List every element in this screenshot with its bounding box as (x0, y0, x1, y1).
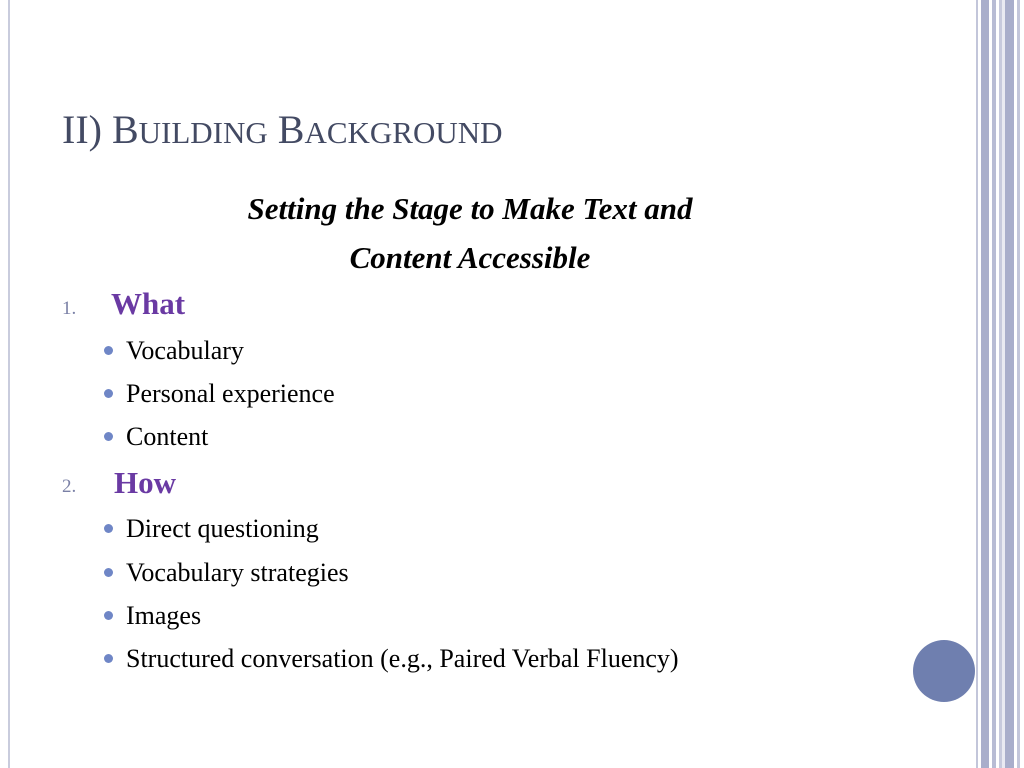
list-item (104, 335, 244, 367)
bullet-dot-icon (104, 432, 113, 441)
subtitle-line-1: Setting the Stage to Make Text and (247, 191, 693, 226)
left-border-line (8, 0, 10, 768)
bullet-dot-icon (104, 611, 113, 620)
section-heading-how: How (114, 465, 176, 500)
list-item (104, 557, 349, 589)
subtitle-line-2: Content Accessible (349, 240, 591, 275)
decorative-stripe (992, 0, 996, 768)
title-part: ACKGROUND (304, 115, 503, 150)
section-heading-what: What (111, 286, 186, 321)
slide-title (62, 106, 503, 157)
decorative-stripe (999, 0, 1002, 768)
list-item-text: Content (126, 422, 209, 451)
decorative-stripe (981, 0, 989, 768)
decorative-stripe (976, 0, 978, 768)
list-item-text: Personal experience (126, 379, 335, 408)
bullet-dot-icon (104, 568, 113, 577)
list-item (104, 513, 319, 545)
list-item-text: Direct questioning (126, 514, 319, 543)
list-item (104, 600, 201, 632)
section-number: 2. (62, 476, 77, 497)
decorative-stripe (1005, 0, 1014, 768)
bullet-dot-icon (104, 654, 113, 663)
list-item (104, 378, 335, 410)
list-item-text: Images (126, 601, 202, 630)
bullet-dot-icon (104, 346, 113, 355)
title-part: II) B (62, 107, 139, 152)
decorative-stripe (1017, 0, 1020, 768)
list-item-text: Vocabulary (126, 336, 244, 365)
list-item-text: Structured conversation (e.g., Paired Verbal Fluency) (126, 644, 679, 673)
list-item (104, 643, 679, 675)
title-part: UILDING (138, 115, 268, 150)
list-item (104, 421, 208, 453)
slide-subtitle (60, 184, 880, 282)
decorative-circle (913, 640, 975, 702)
list-item-text: Vocabulary strategies (126, 558, 349, 587)
section-number: 1. (62, 298, 77, 319)
bullet-dot-icon (104, 524, 113, 533)
bullet-dot-icon (104, 389, 113, 398)
title-part: B (267, 107, 305, 152)
